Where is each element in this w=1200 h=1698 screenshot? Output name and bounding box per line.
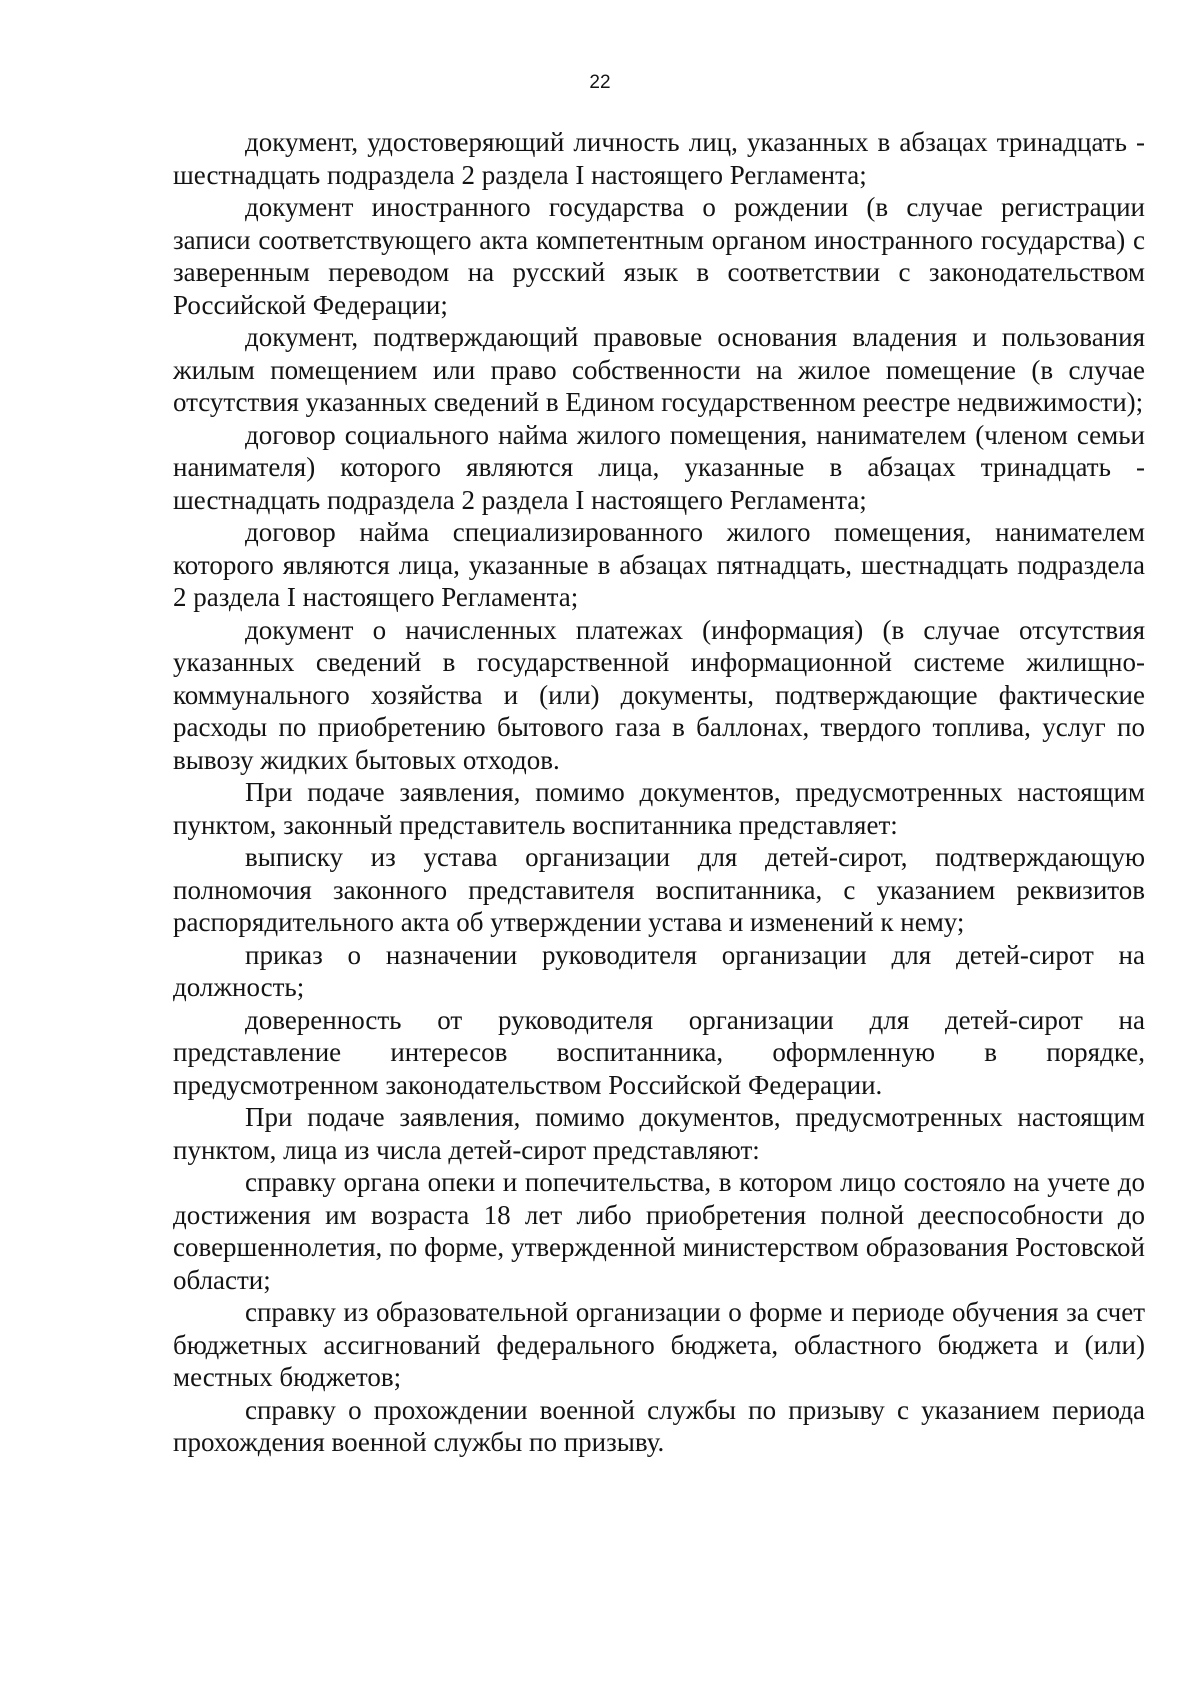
paragraph-orphans-intro: При подаче заявления, помимо документов, предусмотренных настоящим пунктом, лица из числа детей-сирот представляют:	[173, 1102, 1145, 1165]
paragraph-payments-document: документ о начисленных платежах (информация) (в случае отсутствия указанных сведений в государственной информационной системе жилищно-коммунального хозяйства и (или) документы, подтверждающие фактические расходы по приобретению бытового газа в баллонах, твердого топлива, услуг по вывозу жидких бытовых отходов.	[173, 614, 1145, 775]
paragraph-military-service-certificate: справку о прохождении военной службы по призыву с указанием периода прохождения военной службы по призыву.	[173, 1394, 1145, 1457]
paragraph-power-of-attorney: доверенность от руководителя организации для детей-сирот на представление интересов воспитанника, оформленную в порядке, предусмотренном законодательством Российской Федерации.	[173, 1004, 1145, 1100]
paragraph-identity-document: документ, удостоверяющий личность лиц, указанных в абзацах тринадцать - шестнадцать подраздела 2 раздела I настоящего Регламента;	[173, 127, 1145, 190]
paragraph-foreign-birth-document: документ иностранного государства о рождении (в случае регистрации записи соответствующего акта компетентным органом иностранного государства) с заверенным переводом на русский язык в соответствии с законодательством Российской Федерации;	[173, 192, 1145, 320]
paragraph-housing-rights-document: документ, подтверждающий правовые основания владения и пользования жилым помещением или право собственности на жилое помещение (в случае отсутствия указанных сведений в Едином государственном реестре недвижимости);	[173, 322, 1145, 417]
page-number: 22	[589, 72, 611, 93]
document-body	[173, 126, 1145, 1459]
paragraph-appointment-order: приказ о назначении руководителя организации для детей-сирот на должность;	[173, 939, 1145, 1002]
paragraph-legal-representative-intro: При подаче заявления, помимо документов, предусмотренных настоящим пунктом, законный представитель воспитанника представляет:	[173, 777, 1145, 840]
paragraph-guardianship-certificate: справку органа опеки и попечительства, в котором лицо состояло на учете до достижения им возраста 18 лет либо приобретения полной дееспособности до совершеннолетия, по форме, утвержденной министерством образования Ростовской области;	[173, 1167, 1145, 1295]
paragraph-specialized-lease-contract: договор найма специализированного жилого помещения, нанимателем которого являются лица, указанные в абзацах пятнадцать, шестнадцать подраздела 2 раздела I настоящего Регламента;	[173, 517, 1145, 612]
paragraph-social-lease-contract: договор социального найма жилого помещения, нанимателем (членом семьи нанимателя) которого являются лица, указанные в абзацах тринадцать - шестнадцать подраздела 2 раздела I настоящего Регламента;	[173, 419, 1145, 515]
paragraph-education-certificate: справку из образовательной организации о форме и периоде обучения за счет бюджетных ассигнований федерального бюджета, областного бюджета и (или) местных бюджетов;	[173, 1297, 1145, 1392]
paragraph-charter-extract: выписку из устава организации для детей-сирот, подтверждающую полномочия законного представителя воспитанника, с указанием реквизитов распорядительного акта об утверждении устава и изменений к нему;	[173, 842, 1145, 937]
